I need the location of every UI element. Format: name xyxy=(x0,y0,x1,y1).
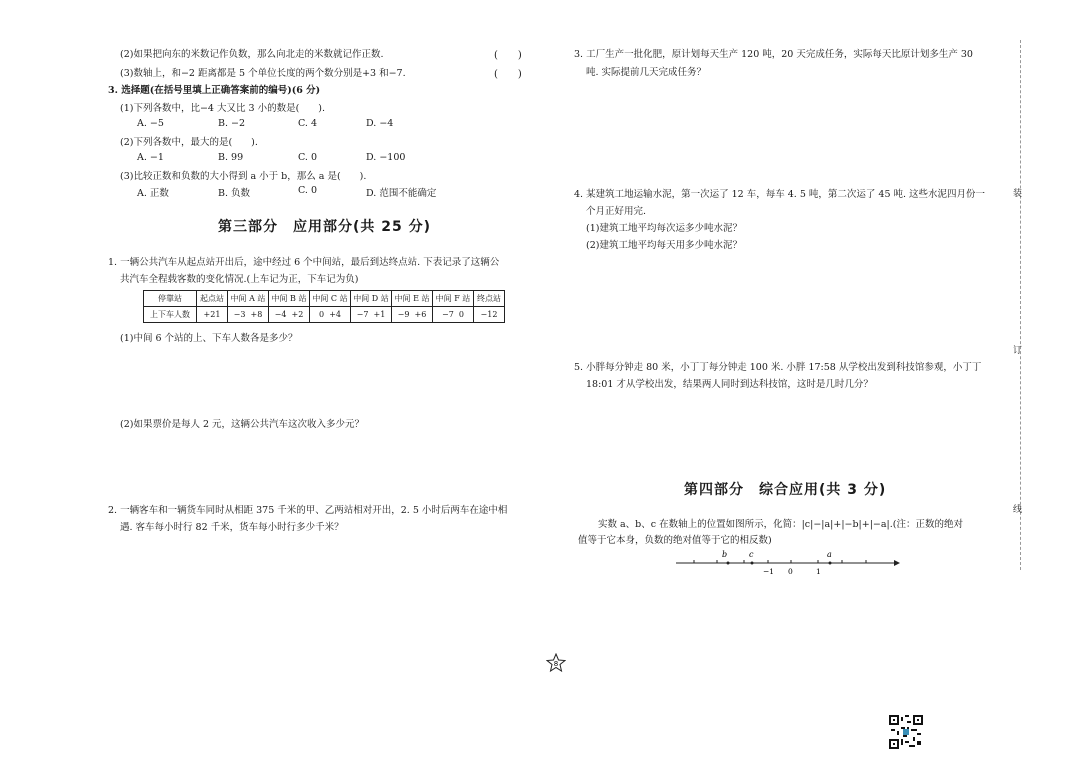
tf-item-2: (2)如果把向东的米数记作负数，那么向北走的米数就记作正数. xyxy=(120,49,384,60)
option: C. 4 xyxy=(298,118,318,129)
q4-text: 4. 某建筑工地运输水泥，第一次运了 12 车，每车 4. 5 吨，第二次运了 45 吨. 这些水泥四月份一 xyxy=(574,189,986,200)
qr-code-icon xyxy=(889,715,923,749)
choice-q2: (2)下列各数中，最大的是( ). xyxy=(120,137,258,148)
q1-sub2: (2)如果票价是每人 2 元，这辆公共汽车这次收入多少元？ xyxy=(120,419,365,430)
row-label: 上下车人数 xyxy=(144,307,197,323)
arrow-icon xyxy=(894,560,900,566)
table-header-cell: 中间 D 站 xyxy=(351,291,392,307)
table-row xyxy=(144,307,505,323)
binding-char: 订 xyxy=(1013,346,1023,356)
label-b: b xyxy=(722,550,728,559)
q4-sub1: (1)建筑工地平均每次运多少吨水泥？ xyxy=(586,223,742,234)
point-b xyxy=(727,562,730,565)
tick-label: −1 xyxy=(763,567,775,576)
part4-question-cont: 值等于它本身，负数的绝对值等于它的相反数) xyxy=(578,535,772,546)
binding-char: 线 xyxy=(1013,505,1023,515)
q1-sub1: (1)中间 6 个站的上、下车人数各是多少？ xyxy=(120,333,298,344)
option: B. 负数 xyxy=(218,188,251,199)
table-header-cell: 中间 B 站 xyxy=(269,291,310,307)
table-cell: −7 +1 xyxy=(351,307,392,323)
number-line xyxy=(672,548,902,578)
table-cell: −3 +8 xyxy=(228,307,269,323)
page-number-star xyxy=(546,653,566,673)
option: D. 范围不能确定 xyxy=(366,188,437,199)
answer-paren: ( ) xyxy=(494,50,522,61)
table-cell: 0 +4 xyxy=(310,307,351,323)
point-a xyxy=(829,562,832,565)
q2-text: 2. 一辆客车和一辆货车同时从相距 375 千米的甲、乙两站相对开出，2. 5 小时后两车在途中相 xyxy=(108,505,508,516)
q5-text-cont: 18:01 才从学校出发，结果两人同时到达科技馆，这时是几时几分？ xyxy=(586,379,873,390)
option: D. −4 xyxy=(366,118,394,129)
q1-text: 1. 一辆公共汽车从起点站开出后，途中经过 6 个中间站，最后到达终点站. 下表记录了这辆公 xyxy=(108,257,500,268)
choice-q1: (1)下列各数中，比−4 大又比 3 小的数是( ). xyxy=(120,103,325,114)
choice-q3: (3)比较正数和负数的大小得到 a 小于 b，那么 a 是( ). xyxy=(120,171,367,182)
table-header-cell: 终点站 xyxy=(474,291,505,307)
binding-line xyxy=(1020,40,1021,570)
option: C. 0 xyxy=(298,152,318,163)
q3-text: 3. 工厂生产一批化肥，原计划每天生产 120 吨，20 天完成任务，实际每天比原计划多生产 30 xyxy=(574,49,973,60)
bus-stops-table xyxy=(143,290,505,323)
point-c xyxy=(751,562,754,565)
q3-text-cont: 吨. 实际提前几天完成任务？ xyxy=(586,67,707,78)
table-cell: −9 +6 xyxy=(392,307,433,323)
part3-title: 第三部分 应用部分(共 25 分) xyxy=(218,219,432,235)
label-a: a xyxy=(827,550,832,559)
tf-item-3: (3)数轴上，和−2 距离都是 5 个单位长度的两个数分别是+3 和−7. xyxy=(120,68,406,79)
table-cell: −12 xyxy=(474,307,505,323)
q2-text-cont: 遇. 客车每小时行 82 千米，货车每小时行多少千米？ xyxy=(120,522,344,533)
answer-paren: ( ) xyxy=(494,69,522,80)
option: C. 0 xyxy=(298,185,318,196)
q1-text-cont: 共汽车全程载客数的变化情况.(上车记为正，下车记为负) xyxy=(120,274,359,285)
binding-char: 装 xyxy=(1013,189,1023,199)
table-header-cell: 停靠站 xyxy=(144,291,197,307)
part4-question: 实数 a、b、c 在数轴上的位置如图所示，化简：|c|−|a|+|−b|+|−a|.(注：正数的绝对 xyxy=(598,519,963,530)
option: A. −1 xyxy=(137,152,164,163)
table-header-cell: 中间 A 站 xyxy=(228,291,269,307)
label-c: c xyxy=(749,550,754,559)
q4-text-cont: 个月正好用完. xyxy=(586,206,647,217)
option: D. −100 xyxy=(366,152,406,163)
option: A. −5 xyxy=(137,118,164,129)
table-header-row xyxy=(144,291,505,307)
q4-sub2: (2)建筑工地平均每天用多少吨水泥？ xyxy=(586,240,742,251)
option: B. 99 xyxy=(218,152,244,163)
option: A. 正数 xyxy=(137,188,169,199)
page-number: 8 xyxy=(553,660,559,668)
table-header-cell: 中间 F 站 xyxy=(433,291,474,307)
table-cell: −4 +2 xyxy=(269,307,310,323)
table-header-cell: 起点站 xyxy=(197,291,228,307)
table-cell: +21 xyxy=(197,307,228,323)
tick-label: 1 xyxy=(816,567,821,576)
choice-section-header: 3. 选择题(在括号里填上正确答案前的编号)(6 分) xyxy=(108,85,321,96)
table-cell: −7 0 xyxy=(433,307,474,323)
part4-title: 第四部分 综合应用(共 3 分) xyxy=(684,482,887,498)
tick-label: 0 xyxy=(788,567,793,576)
table-header-cell: 中间 E 站 xyxy=(392,291,433,307)
q5-text: 5. 小胖每分钟走 80 米，小丁丁每分钟走 100 米. 小胖 17:58 从学校出发到科技馆参观，小丁丁 xyxy=(574,362,982,373)
table-header-cell: 中间 C 站 xyxy=(310,291,351,307)
option: B. −2 xyxy=(218,118,246,129)
